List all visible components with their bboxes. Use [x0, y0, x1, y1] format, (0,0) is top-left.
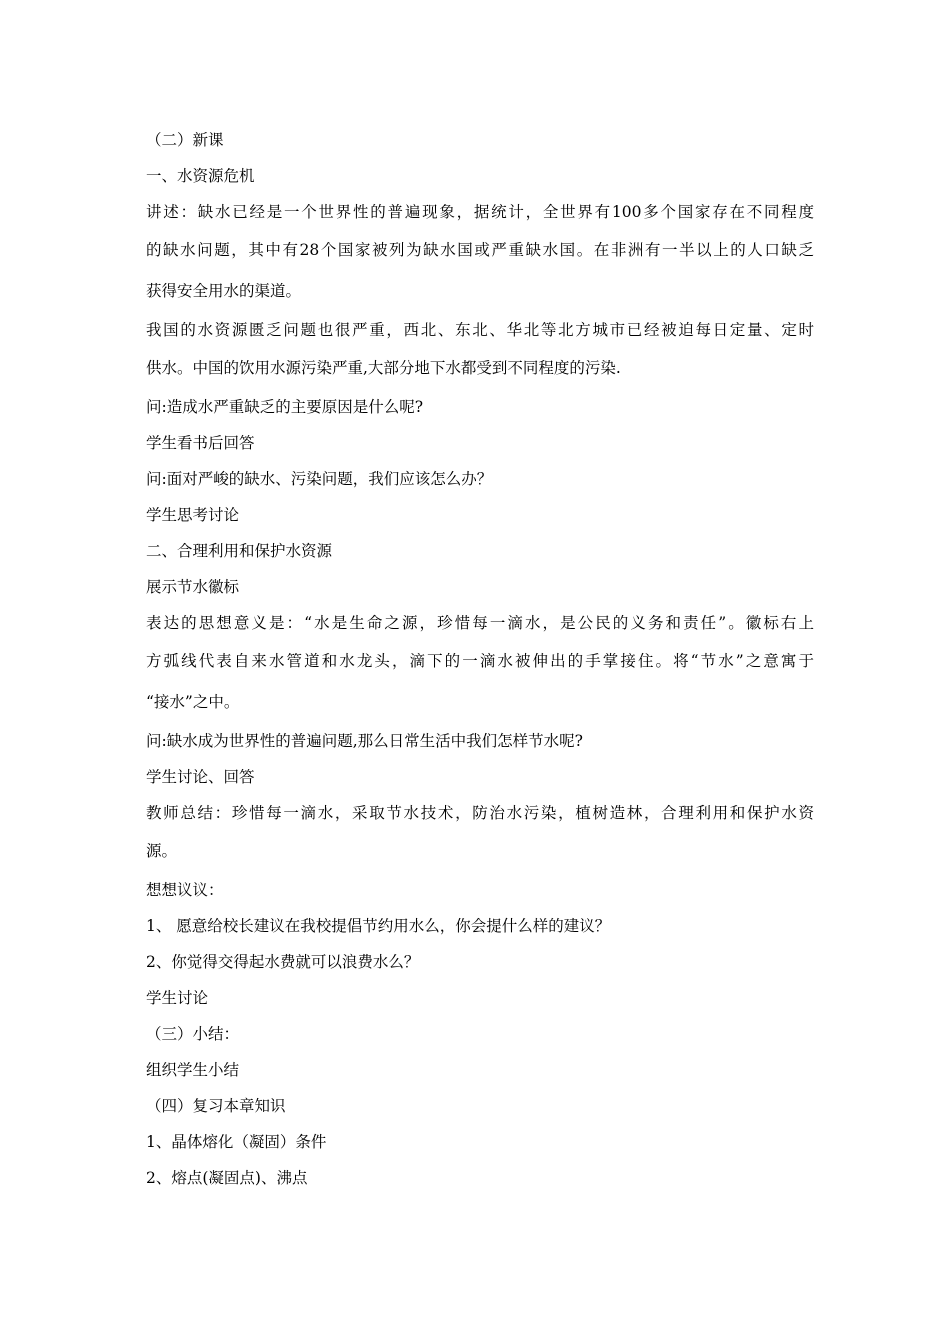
document-body [146, 122, 814, 1196]
question-action: 问:面对严峻的缺水、污染问题，我们应该怎么办？ [146, 470, 493, 488]
student-discuss: 学生讨论 [146, 989, 209, 1007]
student-answer: 学生看书后回答 [146, 434, 255, 452]
review-item-1: 1、晶体熔化（凝固）条件 [146, 1133, 327, 1151]
heading-review: （四）复习本章知识 [146, 1097, 286, 1115]
student-discussion: 学生思考讨论 [146, 506, 240, 524]
think-discuss: 想想议议： [146, 881, 224, 899]
paragraph-line: 供水。中国的饮用水源污染严重,大部分地下水都受到不同程度的污染. [146, 359, 621, 377]
heading-protect-water: 二、合理利用和保护水资源 [146, 542, 333, 560]
paragraph-line: 的缺水问题，其中有28个国家被列为缺水国或严重缺水国。在非洲有一半以上的人口缺乏 [146, 241, 814, 259]
heading-new-lesson: （二）新课 [146, 131, 224, 149]
paragraph-line: 方弧线代表自来水管道和水龙头，滴下的一滴水被伸出的手掌接住。将“节水”之意寓于 [146, 652, 814, 670]
list-item-1: 1、 愿意给校长建议在我校提倡节约用水么，你会提什么样的建议？ [146, 917, 611, 935]
show-logo: 展示节水徽标 [146, 578, 240, 596]
paragraph-line: 教师总结：珍惜每一滴水，采取节水技术，防治水污染，植树造林，合理利用和保护水资 [146, 804, 814, 822]
question-save-water: 问:缺水成为世界性的普遍问题,那么日常生活中我们怎样节水呢? [146, 732, 583, 750]
paragraph-line: 源。 [146, 842, 178, 860]
paragraph-line: 我国的水资源匮乏问题也很严重，西北、东北、华北等北方城市已经被迫每日定量、定时 [146, 321, 814, 339]
student-discuss-answer: 学生讨论、回答 [146, 768, 255, 786]
paragraph-lecture [146, 194, 814, 312]
paragraph-line: “接水”之中。 [146, 693, 240, 711]
paragraph-logo-meaning [146, 605, 814, 723]
organize-summary: 组织学生小结 [146, 1061, 240, 1079]
paragraph-china-water [146, 312, 814, 389]
paragraph-line: 获得安全用水的渠道。 [146, 282, 302, 300]
review-item-2: 2、熔点(凝固点)、沸点 [146, 1169, 308, 1187]
paragraph-teacher-summary [146, 795, 814, 872]
paragraph-line: 表达的思想意义是：“水是生命之源，珍惜每一滴水，是公民的义务和责任”。徽标右上 [146, 614, 814, 632]
question-cause: 问:造成水严重缺乏的主要原因是什么呢? [146, 398, 424, 416]
heading-water-crisis: 一、水资源危机 [146, 167, 255, 185]
paragraph-line: 讲述：缺水已经是一个世界性的普遍现象，据统计，全世界有100多个国家存在不同程度 [146, 203, 814, 221]
heading-summary: （三）小结： [146, 1025, 240, 1043]
list-item-2: 2、你觉得交得起水费就可以浪费水么？ [146, 953, 420, 971]
